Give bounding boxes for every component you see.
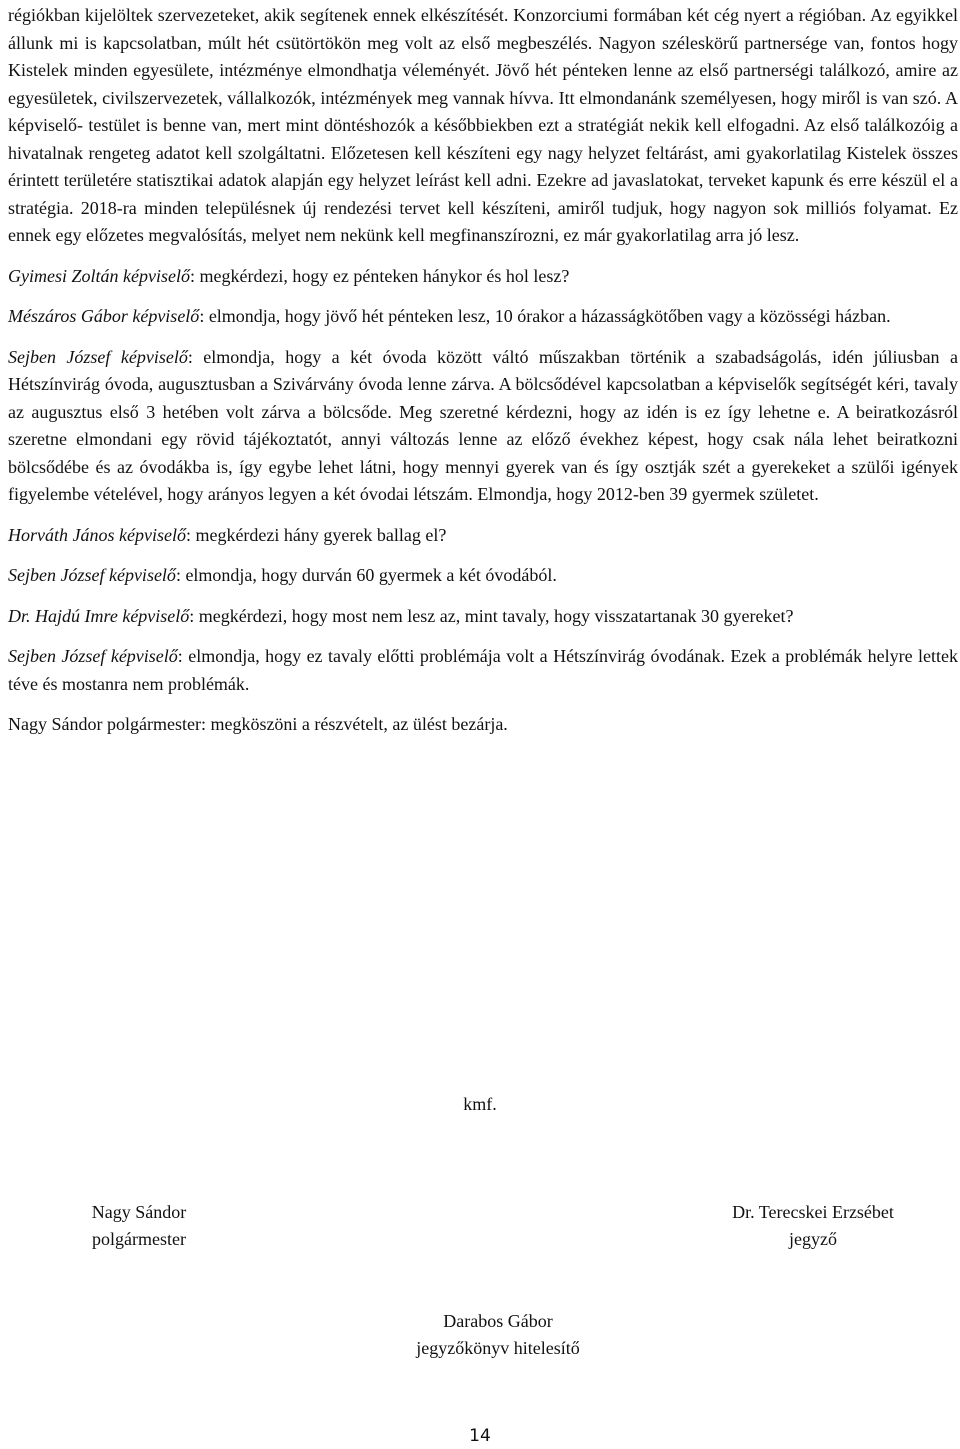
paragraph-text: : elmondja, hogy jövő hét pénteken lesz, 10 órakor a házasságkötőben vagy a közösségi házban.	[199, 306, 891, 326]
paragraph-text: Nagy Sándor polgármester: megköszöni a részvételt, az ülést bezárja.	[8, 714, 508, 734]
paragraph-answer-meszaros	[8, 303, 958, 331]
signature-name: Dr. Terecskei Erzsébet	[732, 1202, 894, 1222]
paragraph-text: : elmondja, hogy a két óvoda között váltó műszakban történik a szabadságolás, idén júliusban a Hétszínvirág óvoda, augusztusban a Szivárvány óvoda lenne zárva. A bölcsődével kapcsolatban a képviselők segítségét kéri, tavaly az augusztus első 3 hetében volt zárva a bölcsőde. Meg szeretné kérdezni, hogy az idén is ez így lehetne e. A beiratkozásról szeretne elmondani egy rövid tájékoztatót, annyi változás lenne az előző évekhez képest, hogy csak nála lehet beiratkozni bölcsődébe és az óvodákba is, így egybe lehet látni, hogy mennyi gyerek van és így osztják szét a gyerekeket a szülői igények figyelembe vételével, hogy arányos legyen a két óvodai létszám. Elmondja, hogy 2012-ben 39 gyermek születet.	[8, 346, 958, 504]
speaker-name: Sejben József képviselő	[8, 346, 188, 367]
paragraph-text: : elmondja, hogy ez tavaly előtti problémája volt a Hétszínvirág óvodának. Ezek a problémák helyre lettek téve és mostanra nem problémák.	[8, 646, 958, 694]
speaker-name: Horváth János képviselő	[8, 524, 186, 545]
paragraph-text: : megkérdezi, hogy ez pénteken hánykor és hol lesz?	[189, 265, 570, 286]
paragraph-strategy	[8, 2, 958, 250]
paragraph-question-hajdu	[8, 603, 958, 631]
speaker-name: Gyimesi Zoltán képviselő	[8, 265, 190, 286]
speaker-name: Mészáros Gábor képviselő	[8, 306, 200, 326]
page-number: 14	[469, 1426, 491, 1446]
paragraph-answer-sejben-2	[8, 643, 958, 698]
paragraph-sejben-kindergarten	[8, 344, 958, 509]
paragraph-question-gyimesi	[8, 263, 958, 291]
paragraph-question-horvath	[8, 522, 958, 550]
speaker-name: Dr. Hajdú Imre képviselő	[8, 605, 190, 626]
signature-name: Nagy Sándor	[91, 1202, 187, 1222]
paragraph-text: : megkérdezi, hogy most nem lesz az, mint tavaly, hogy visszatartanak 30 gyereket?	[189, 605, 794, 626]
signature-name: Darabos Gábor	[443, 1311, 553, 1331]
paragraph-closing	[8, 711, 958, 739]
document-body	[8, 2, 958, 739]
signature-title: jegyző	[789, 1229, 837, 1249]
signature-title: polgármester	[92, 1229, 186, 1249]
paragraph-answer-sejben	[8, 562, 958, 590]
speaker-name: Sejben József képviselő	[8, 646, 178, 666]
signature-title: jegyzőkönyv hitelesítő	[416, 1338, 580, 1358]
paragraph-text: : elmondja, hogy durván 60 gyermek a két óvodából.	[175, 565, 557, 585]
paragraph-text: : megkérdezi hány gyerek ballag el?	[185, 524, 447, 545]
speaker-name: Sejben József képviselő	[8, 565, 176, 585]
signature-notary	[698, 1199, 928, 1253]
paragraph-text: régiókban kijelöltek szervezeteket, akik segítenek ennek elkészítését. Konzorciumi formában két cég nyert a régióban. Az egyikkel állunk mi is kapcsolatban, múlt hét csütörtökön meg volt az első megbeszélés. Nagyon széleskörű partnersége van, fontos hogy Kistelek minden egyesülete, intézménye elmondhatja véleményét. Jövő hét pénteken lenne az első partnerségi találkozó, amire az egyesületek, civilszervezetek, vállalkozók, intézmények meg vannak hívva. Itt elmondanánk személyesen, hogy miről is van szó. A képviselő- testület is benne van, mert mint döntéshozók a későbbiekben ezt a stratégiát nekik kell elfogadni. Az első találkozóig a hivatalnak rengeteg adatot kell szolgáltatni. Előzetesen kell készíteni egy nagy helyzet feltárást, ami gyakorlatilag Kistelek összes érintett területére statisztikai adatok alapján egy helyzet leírást kell adni. Ezekre ad javaslatokat, terveket kapunk és erre készül el a stratégia. 2018-ra minden településnek új rendezési tervet kell készíteni, amiről tudjuk, hogy nagyon sok milliós folyamat. Ez ennek egy előzetes megvalósítás, melyet nem nekünk kell megfinanszírozni, ez már gyakorlatilag arra jó lesz.	[8, 5, 958, 245]
kmf-mark: kmf.	[463, 1094, 497, 1114]
signature-mayor	[72, 1199, 206, 1253]
signature-authenticator	[380, 1308, 616, 1362]
